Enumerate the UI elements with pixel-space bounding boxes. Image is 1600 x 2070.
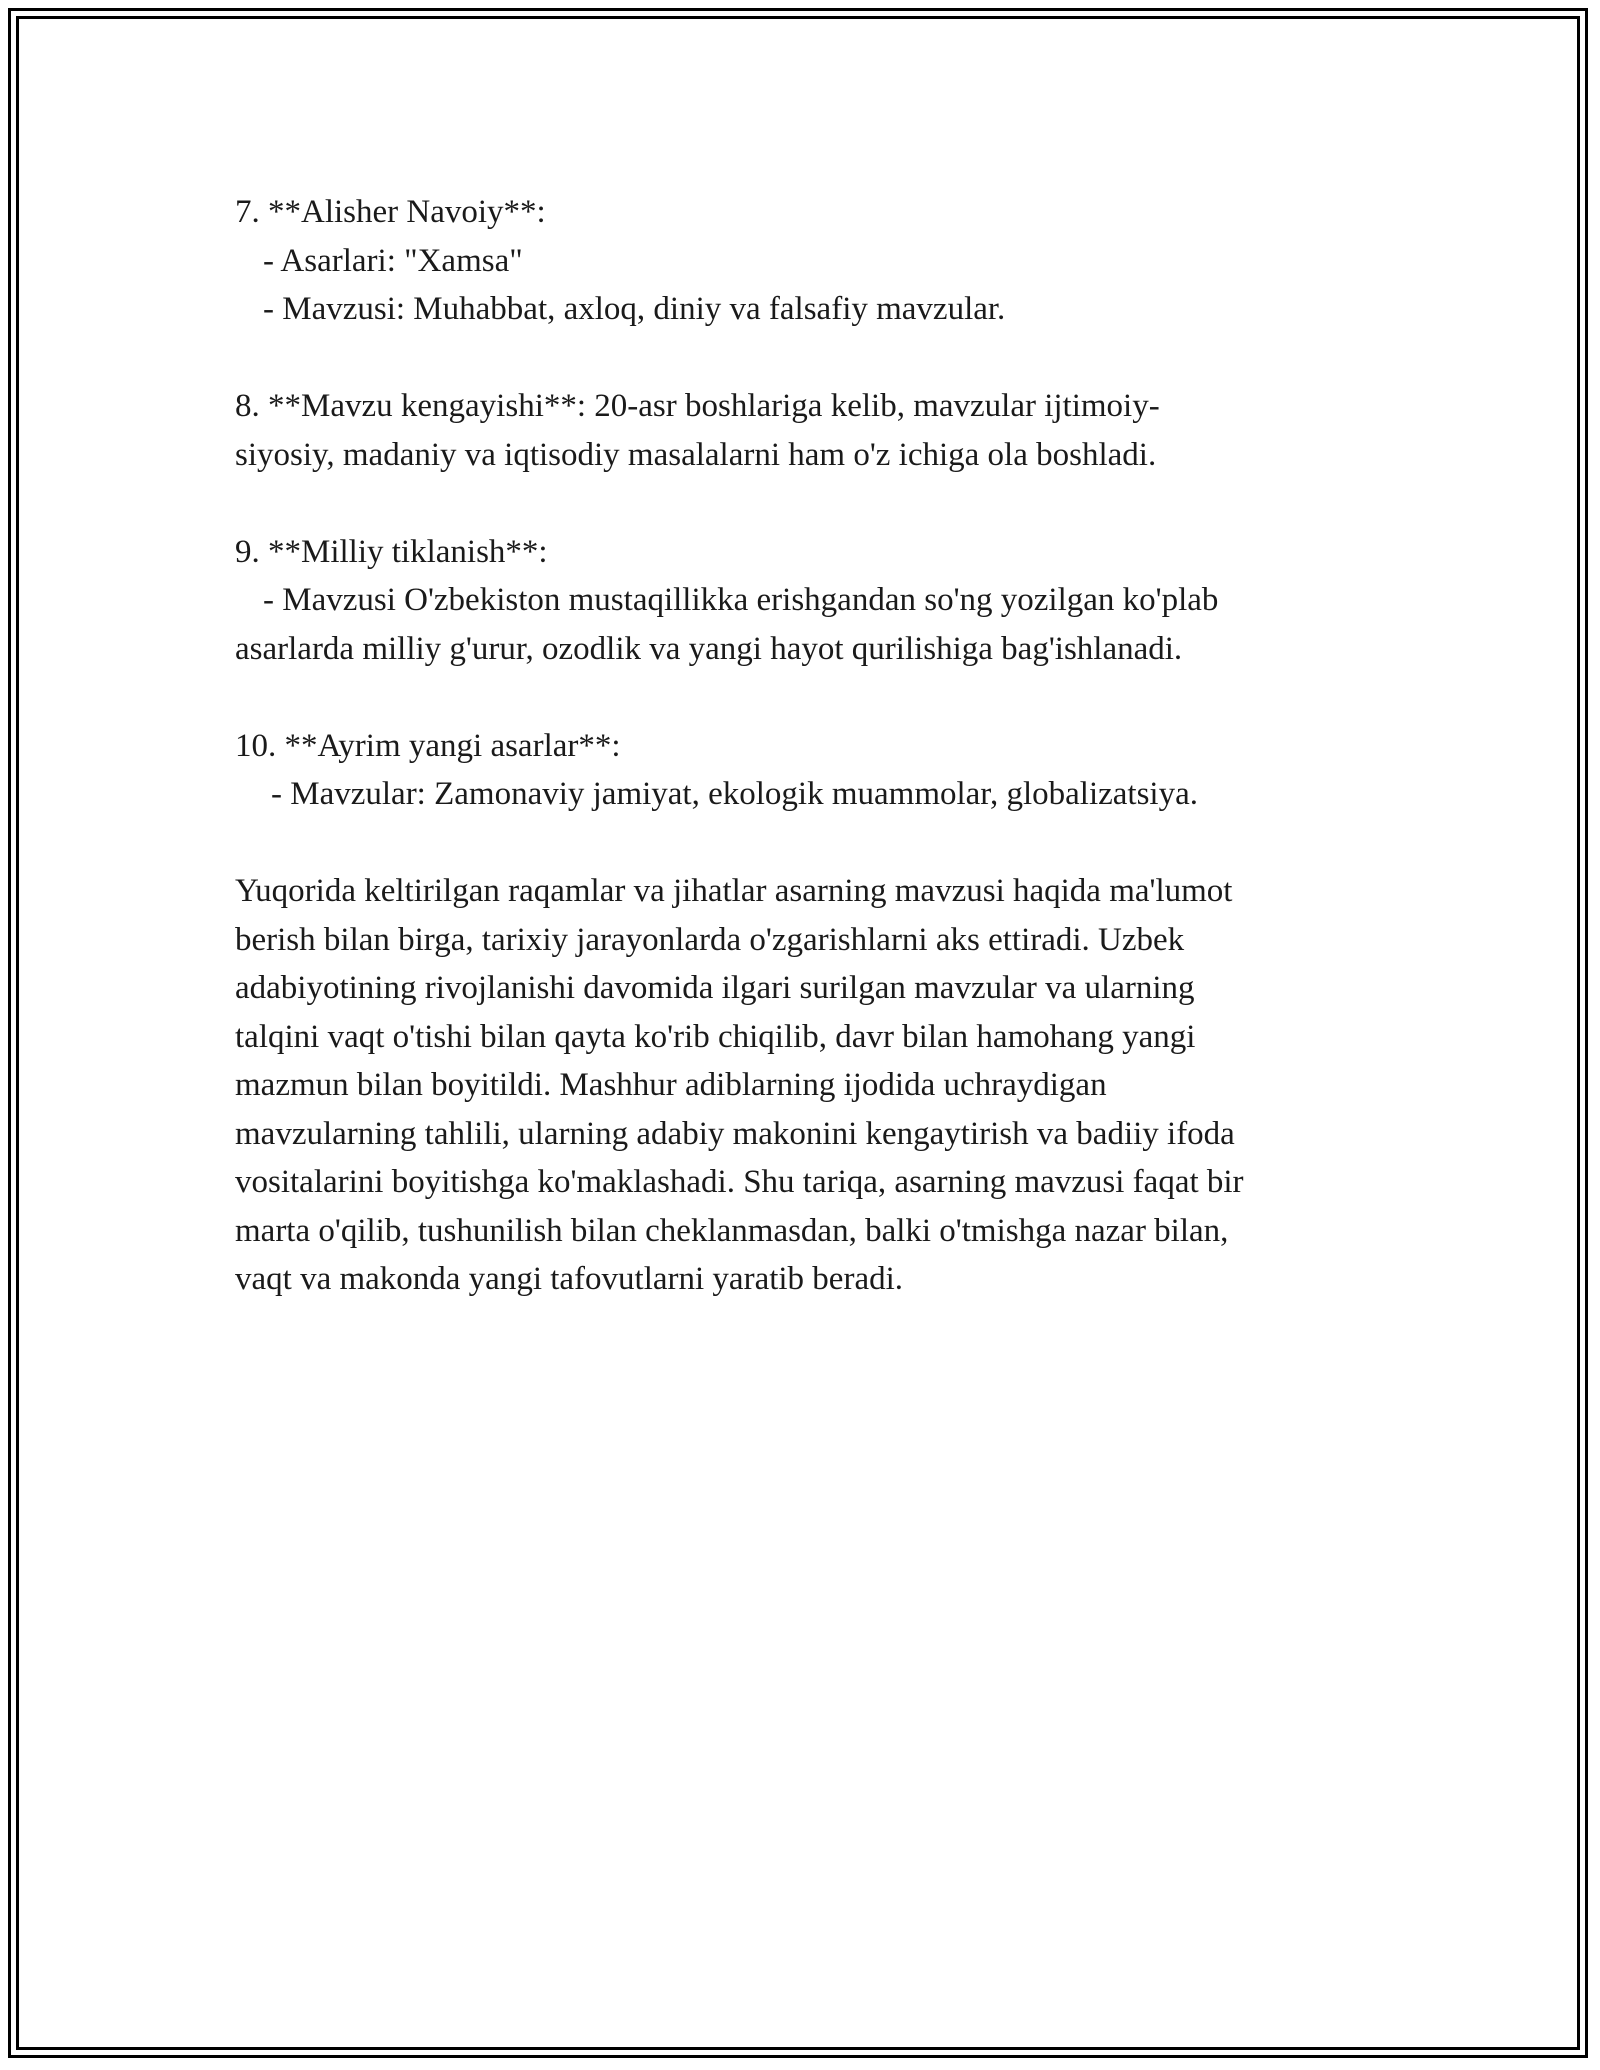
paragraph-line: berish bilan birga, tarixiy jarayonlarda o'zgarishlarni aks ettiradi. Uzbek: [235, 921, 1185, 958]
paragraph-line: vositalarini boyitishga ko'maklashadi. Shu tariqa, asarning mavzusi faqat bir: [235, 1164, 1244, 1200]
list-item: - Mavzusi: Muhabbat, axloq, diniy va falsafiy mavzular.: [263, 291, 1006, 327]
paragraph-line: mazmun bilan boyitildi. Mashhur adiblarning ijodida uchraydigan: [235, 1067, 1107, 1103]
paragraph-line: talqini vaqt o'tishi bilan qayta ko'rib chiqilib, davr bilan hamohang yangi: [235, 1018, 1196, 1055]
list-item: - Mavzusi O'zbekiston mustaqillikka erishgandan so'ng yozilgan ko'plab: [263, 582, 1219, 618]
section-milliy-tiklanish: [235, 528, 1375, 674]
list-item: - Asarlari: "Xamsa": [263, 242, 523, 279]
section-heading: 9. **Milliy tiklanish**:: [235, 533, 548, 570]
paragraph-line: vaqt va makonda yangi tafovutlarni yaratib beradi.: [235, 1261, 904, 1297]
section-text-line: siyosiy, madaniy va iqtisodiy masalalarni ham o'z ichiga ola boshladi.: [235, 436, 1157, 473]
paragraph-line: Yuqorida keltirilgan raqamlar va jihatlar asarning mavzusi haqida ma'lumot: [235, 873, 1233, 909]
section-alisher-navoiy: [235, 188, 1375, 334]
section-mavzu-kengayishi: [235, 382, 1375, 479]
list-item: - Mavzular: Zamonaviy jamiyat, ekologik muammolar, globalizatsiya.: [271, 776, 1198, 812]
section-ayrim-yangi-asarlar: [235, 722, 1375, 819]
section-heading: 10. **Ayrim yangi asarlar**:: [235, 727, 621, 764]
document-body: [235, 188, 1375, 1352]
conclusion-paragraph: [235, 867, 1375, 1304]
section-heading: 7. **Alisher Navoiy**:: [235, 194, 546, 230]
paragraph-line: adabiyotining rivojlanishi davomida ilgari surilgan mavzular va ularning: [235, 970, 1195, 1006]
paragraph-line: marta o'qilib, tushunilish bilan cheklanmasdan, balki o'tmishga nazar bilan,: [235, 1212, 1229, 1249]
list-item-continuation: asarlarda milliy g'urur, ozodlik va yangi hayot qurilishiga bag'ishlanadi.: [235, 630, 1183, 667]
paragraph-line: mavzularning tahlili, ularning adabiy makonini kengaytirish va badiiy ifoda: [235, 1115, 1235, 1152]
section-text-line: 8. **Mavzu kengayishi**: 20-asr boshlariga kelib, mavzular ijtimoiy-: [235, 388, 1160, 424]
